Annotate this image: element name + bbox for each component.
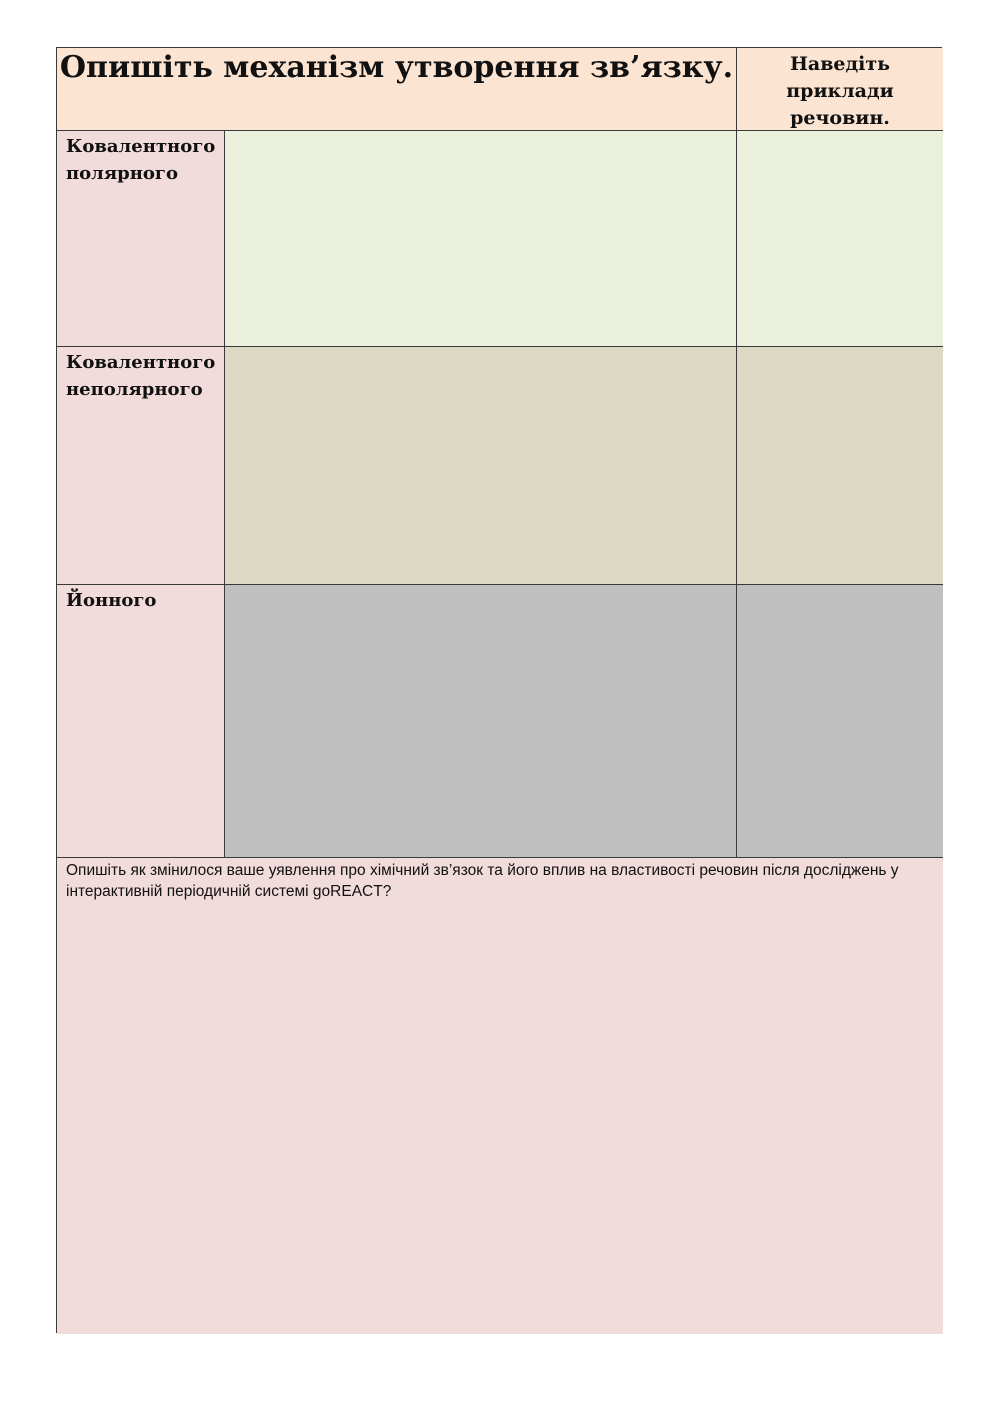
examples-answer-nonpolar-covalent[interactable] — [737, 347, 943, 585]
title-cell — [57, 48, 737, 131]
reflection-answer-area[interactable] — [57, 858, 943, 1334]
examples-answer-ionic[interactable] — [737, 585, 943, 858]
row-label-cell-nonpolar-covalent — [57, 347, 225, 585]
row-label-nonpolar-covalent: Ковалентного неполярного — [66, 352, 216, 400]
worksheet-table — [56, 47, 942, 1333]
mechanism-answer-ionic[interactable] — [225, 585, 737, 858]
row-label-cell-ionic — [57, 585, 225, 858]
row-label-polar-covalent: Ковалентного полярного — [66, 136, 216, 184]
examples-header-cell — [737, 48, 943, 131]
reflection-prompt: Опишіть як змінилося ваше уявлення про хімічний зв’язок та його вплив на властивості речовин після досліджень у інтерактивній періодичній системі goREACT? — [66, 862, 899, 900]
worksheet-title: Опишіть механізм утворення зв’язку. — [59, 50, 734, 85]
row-label-cell-polar-covalent — [57, 131, 225, 347]
row-label-ionic: Йонного — [66, 590, 157, 611]
mechanism-answer-nonpolar-covalent[interactable] — [225, 347, 737, 585]
examples-answer-polar-covalent[interactable] — [737, 131, 943, 347]
examples-header: Наведіть приклади речовин. — [786, 53, 894, 129]
mechanism-answer-polar-covalent[interactable] — [225, 131, 737, 347]
